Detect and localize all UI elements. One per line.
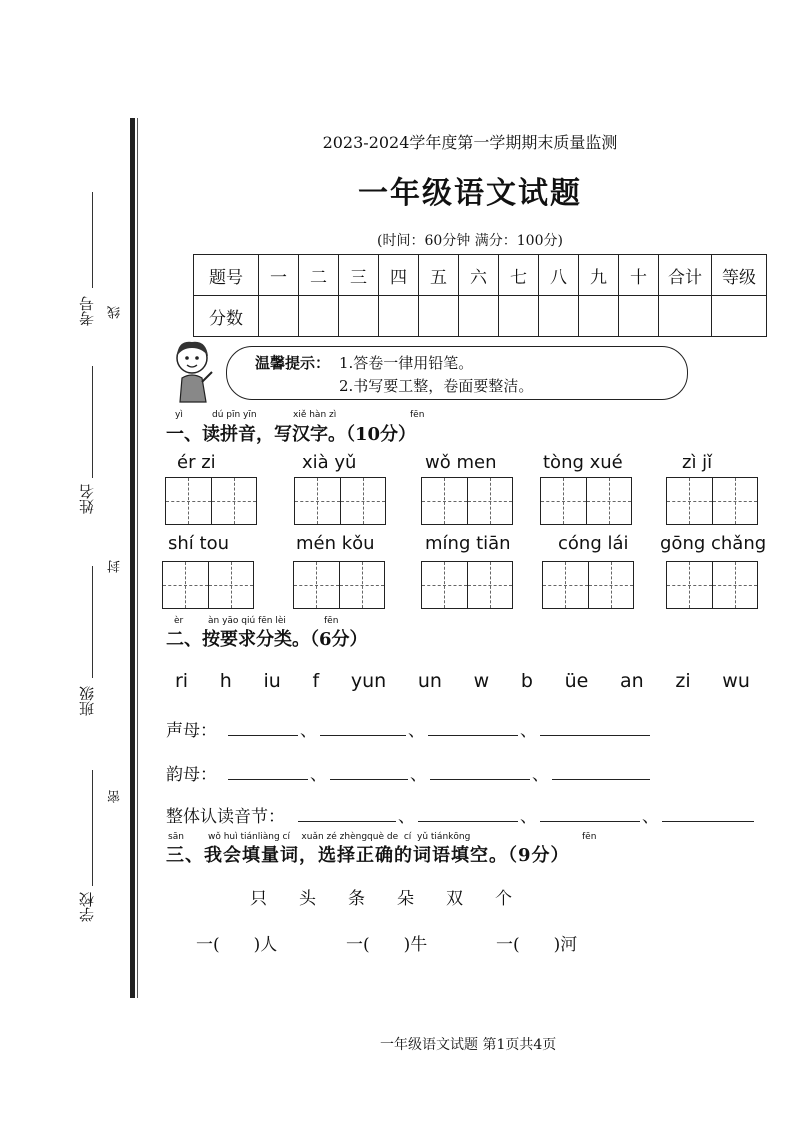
score-cell[interactable] [579, 296, 619, 337]
binding-line [130, 118, 135, 998]
score-head: 六 [459, 255, 499, 296]
pinyin-annotation: fēn [410, 410, 425, 420]
seal-feng: 封 [108, 560, 123, 573]
score-header-row [194, 255, 767, 296]
pinyin-word: zì jǐ [682, 452, 713, 473]
pinyin-word: gōng chǎng [660, 533, 767, 554]
pinyin-word: mén kǒu [296, 533, 375, 554]
score-head: 等级 [712, 255, 767, 296]
pinyin-word: ér zi [177, 452, 216, 473]
writing-grid[interactable] [542, 561, 634, 609]
pinyin-annotation: sān [168, 832, 184, 842]
pinyin-letter: h [219, 670, 232, 692]
pinyin-letter-list [175, 670, 750, 692]
score-cell[interactable] [299, 296, 339, 337]
writing-grid[interactable] [666, 477, 758, 525]
shengmu-blank[interactable] [320, 735, 406, 736]
banji-blank[interactable] [92, 566, 93, 678]
pinyin-letter: un [417, 670, 442, 692]
pinyin-annotation: dú pīn yīn [212, 410, 257, 420]
zhengti-blank[interactable] [662, 821, 754, 822]
kaohao-blank[interactable] [92, 192, 93, 288]
pinyin-letter: üe [564, 670, 589, 692]
shengmu-label: 声母： [166, 721, 217, 741]
yunmu-label: 韵母： [166, 765, 217, 785]
pinyin-letter: yun [350, 670, 387, 692]
score-head: 合计 [659, 255, 712, 296]
pinyin-letter: zi [675, 670, 691, 692]
separator: 、 [532, 765, 549, 785]
label-xingming: 姓名 [78, 484, 96, 514]
pinyin-annotation: yì [175, 410, 183, 420]
measure-word: 双 [446, 889, 463, 909]
separator: 、 [410, 765, 427, 785]
score-cell[interactable] [619, 296, 659, 337]
score-head: 七 [499, 255, 539, 296]
label-xuexiao: 学校 [78, 892, 96, 922]
pinyin-annotation: fēn [324, 616, 339, 626]
score-cell[interactable] [259, 296, 299, 337]
separator: 、 [520, 807, 537, 827]
pinyin-letter: w [473, 670, 490, 692]
pinyin-word: xià yǔ [302, 452, 357, 473]
zhengti-label: 整体认读音节： [166, 807, 285, 827]
score-cell[interactable] [339, 296, 379, 337]
separator: 、 [300, 721, 317, 741]
score-cell[interactable] [459, 296, 499, 337]
separator: 、 [520, 721, 537, 741]
tip-item-2: 2.书写要工整，卷面要整洁。 [339, 377, 534, 395]
score-cell[interactable] [659, 296, 712, 337]
exam-title: 一年级语文试题 [358, 176, 582, 211]
score-cell[interactable] [379, 296, 419, 337]
yunmu-blank[interactable] [228, 779, 308, 780]
score-cell[interactable] [419, 296, 459, 337]
score-head: 十 [619, 255, 659, 296]
writing-grid[interactable] [294, 477, 386, 525]
separator: 、 [408, 721, 425, 741]
writing-grid[interactable] [165, 477, 257, 525]
shengmu-blank[interactable] [540, 735, 650, 736]
score-head: 三 [339, 255, 379, 296]
score-head: 九 [579, 255, 619, 296]
writing-grid[interactable] [421, 477, 513, 525]
shengmu-blank[interactable] [228, 735, 298, 736]
writing-grid[interactable] [540, 477, 632, 525]
score-head: 一 [259, 255, 299, 296]
pinyin-letter: ri [175, 670, 189, 692]
pinyin-word: míng tiān [425, 533, 511, 554]
measure-word: 头 [299, 889, 316, 909]
phrase-blank[interactable]: 一( )河 [496, 935, 578, 955]
measure-word: 个 [495, 889, 512, 909]
score-head: 四 [379, 255, 419, 296]
pinyin-annotation: xiě hàn zì [293, 410, 337, 420]
separator: 、 [310, 765, 327, 785]
tip-label: 温馨提示： [255, 354, 331, 372]
pinyin-word: shí tou [168, 533, 229, 554]
exam-subtitle: (时间：60分钟 满分：100分) [377, 233, 563, 249]
zhengti-blank[interactable] [418, 821, 518, 822]
measure-word-list [250, 884, 512, 909]
seal-mi: 密 [108, 790, 123, 803]
separator: 、 [642, 807, 659, 827]
pinyin-annotation: àn yāo qiú fēn lèi [208, 616, 286, 626]
girl-illustration [168, 338, 218, 404]
pinyin-word: tòng xué [543, 452, 623, 473]
q2-title: 二、按要求分类。（6分） [166, 629, 368, 650]
measure-word: 只 [250, 889, 267, 909]
binding-line-thin [137, 118, 138, 998]
score-cell[interactable] [539, 296, 579, 337]
pinyin-word: wǒ men [425, 452, 497, 473]
zhengti-blank[interactable] [540, 821, 640, 822]
pinyin-annotation: èr [174, 616, 184, 626]
score-head: 题号 [194, 255, 259, 296]
yunmu-blank[interactable] [330, 779, 408, 780]
pinyin-annotation: fēn [582, 832, 597, 842]
writing-grid[interactable] [666, 561, 758, 609]
pinyin-letter: iu [263, 670, 281, 692]
phrase-blank[interactable]: 一( )人 [196, 935, 278, 955]
pinyin-annotation: wǒ huì tiánliàng cí xuǎn zé zhèngquè de cí yǔ tiánkōng [208, 832, 471, 842]
score-cell[interactable] [712, 296, 767, 337]
q1-title: 一、读拼音，写汉字。（10分） [166, 424, 417, 445]
seal-xian: 线 [108, 306, 123, 319]
pinyin-word: cóng lái [558, 533, 629, 554]
measure-word: 条 [348, 889, 365, 909]
separator: 、 [398, 807, 415, 827]
pinyin-letter: wu [722, 670, 750, 692]
label-kaohao: 考号 [78, 296, 96, 326]
writing-grid[interactable] [162, 561, 254, 609]
zhengti-blank[interactable] [298, 821, 396, 822]
exam-line: 2023-2024学年度第一学期期末质量监测 [322, 133, 618, 152]
tip-bubble [226, 346, 688, 400]
tip-item-1: 1.答卷一律用铅笔。 [339, 354, 474, 372]
page-footer: 一年级语文试题 第1页共4页 [380, 1037, 557, 1053]
score-head: 八 [539, 255, 579, 296]
q3-title: 三、我会填量词，选择正确的词语填空。（9分） [166, 845, 570, 866]
yunmu-blank[interactable] [430, 779, 530, 780]
score-cell[interactable] [499, 296, 539, 337]
pinyin-letter: b [520, 670, 533, 692]
writing-grid[interactable] [293, 561, 385, 609]
label-banji: 班级 [78, 686, 96, 716]
score-row-label: 分数 [194, 296, 259, 337]
shengmu-blank[interactable] [428, 735, 518, 736]
score-table [193, 254, 767, 337]
pinyin-letter: f [312, 670, 320, 692]
measure-word: 朵 [397, 889, 414, 909]
score-head: 五 [419, 255, 459, 296]
phrase-blank[interactable]: 一( )牛 [346, 935, 428, 955]
writing-grid[interactable] [421, 561, 513, 609]
xingming-blank[interactable] [92, 366, 93, 478]
xuexiao-blank[interactable] [92, 770, 93, 886]
score-head: 二 [299, 255, 339, 296]
yunmu-blank[interactable] [552, 779, 650, 780]
pinyin-letter: an [619, 670, 644, 692]
score-value-row [194, 296, 767, 337]
